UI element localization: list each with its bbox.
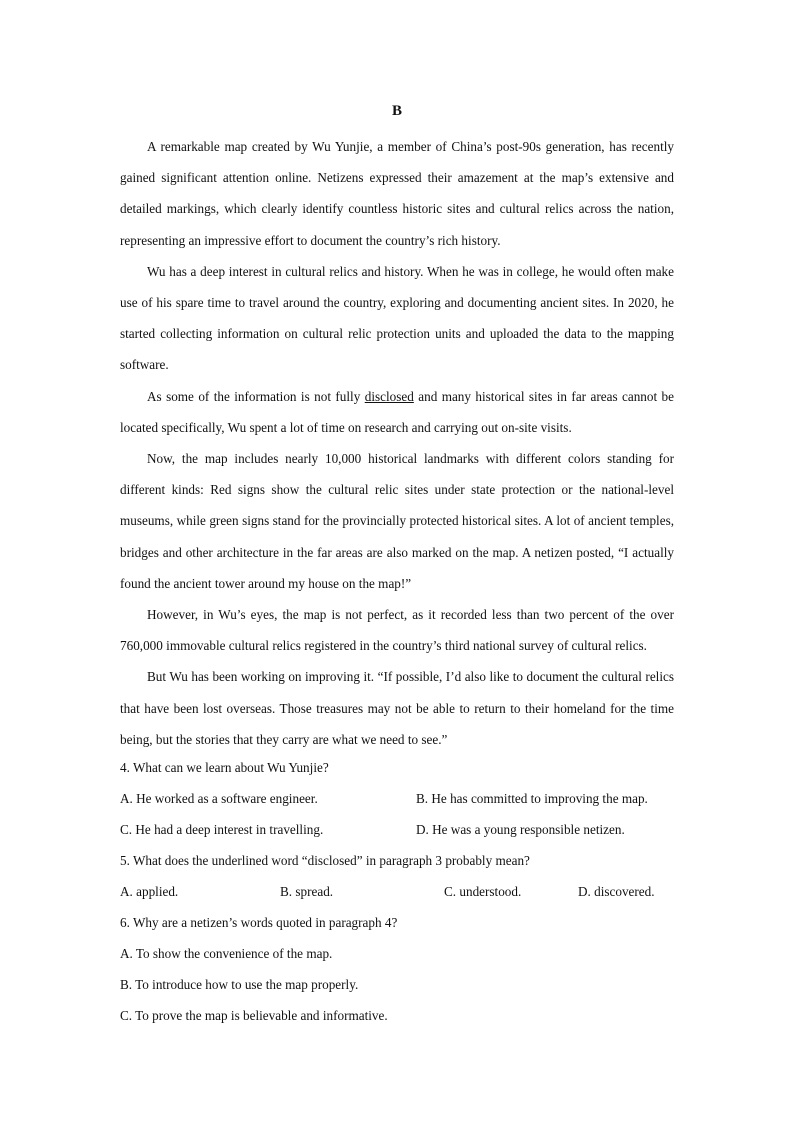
question-6-option-b: B. To introduce how to use the map properly. bbox=[120, 977, 359, 992]
question-5-option-b: B. spread. bbox=[280, 884, 334, 899]
paragraph-3-after: and many historical sites in far areas cannot be located specifically, Wu spent a lot of time on research and carrying out on-site visits. bbox=[120, 388, 675, 435]
paragraph-4: Now, the map includes nearly 10,000 historical landmarks with different colors standing for different kinds: Red signs show the cultural relic sites under state protection or the national-level museums, while green signs stand for the provincially protected historical sites. A lot of ancient temples, bridges and other architecture in the far areas are also marked on the map. A netizen posted, “I actually found the ancient tower around my house on the map!” bbox=[120, 451, 674, 591]
question-5-option-c: C. understood. bbox=[444, 884, 522, 899]
question-5-option-d: D. discovered. bbox=[578, 884, 655, 899]
paragraph-2: Wu has a deep interest in cultural relics and history. When he was in college, he would often make use of his spare time to travel around the country, exploring and documenting ancient sites. In 2020, he started collecting information on cultural relic protection units and uploaded the data to the mapping software. bbox=[120, 263, 674, 373]
reading-passage bbox=[120, 131, 674, 755]
question-4-option-c: C. He had a deep interest in travelling. bbox=[120, 822, 324, 837]
underlined-word: disclosed bbox=[364, 388, 414, 404]
paragraph-6: But Wu has been working on improving it. “If possible, I’d also like to document the cultural relics that have been lost overseas. Those treasures may not be able to return to their homeland for the time being, but the stories that they carry are what we need to see.” bbox=[120, 669, 674, 747]
question-6-option-c: C. To prove the map is believable and informative. bbox=[120, 1008, 388, 1023]
question-4-option-a: A. He worked as a software engineer. bbox=[120, 791, 318, 806]
question-5-stem: 5. What does the underlined word “disclosed” in paragraph 3 probably mean? bbox=[120, 853, 530, 868]
question-4-option-b: B. He has committed to improving the map. bbox=[416, 791, 648, 806]
paragraph-3 bbox=[120, 381, 674, 443]
paragraph-1: A remarkable map created by Wu Yunjie, a member of China’s post-90s generation, has recently gained significant attention online. Netizens expressed their amazement at the map’s extensive and detailed markings, which clearly identify countless historic sites and cultural relics across the nation, representing an impressive effort to document the country’s rich history. bbox=[120, 139, 674, 248]
question-5-option-a: A. applied. bbox=[120, 884, 179, 899]
question-6-stem: 6. Why are a netizen’s words quoted in paragraph 4? bbox=[120, 915, 398, 930]
section-title: B bbox=[391, 103, 402, 119]
paragraph-5: However, in Wu’s eyes, the map is not perfect, as it recorded less than two percent of the over 760,000 immovable cultural relics registered in the country’s third national survey of cultural relics. bbox=[120, 607, 674, 654]
question-4-option-d: D. He was a young responsible netizen. bbox=[416, 822, 625, 837]
paragraph-3-before: As some of the information is not fully bbox=[147, 388, 365, 404]
question-6-option-a: A. To show the convenience of the map. bbox=[120, 946, 333, 961]
question-4-stem: 4. What can we learn about Wu Yunjie? bbox=[120, 760, 329, 775]
